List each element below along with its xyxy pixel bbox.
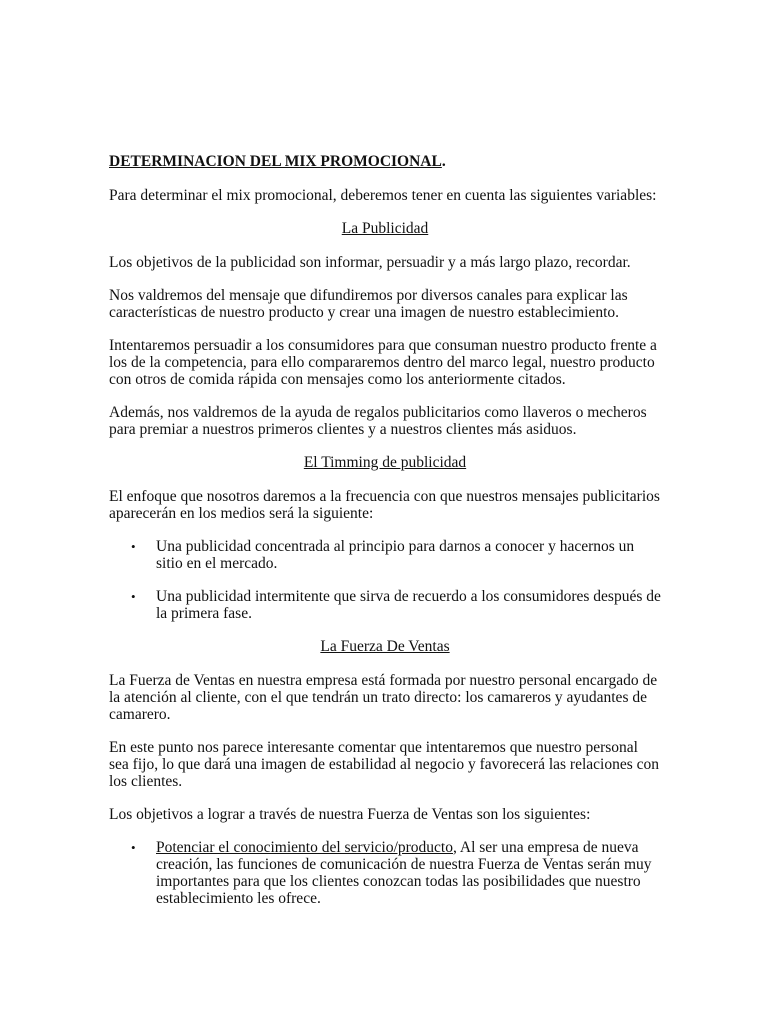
list-item-text: Una publicidad intermitente que sirva de recuerdo a los consumidores después de la primera fase. [156, 588, 661, 622]
section-title-fuerza-ventas: La Fuerza De Ventas [320, 638, 450, 655]
paragraph: Los objetivos a lograr a través de nuestra Fuerza de Ventas son los siguientes: [109, 806, 591, 823]
paragraph: El enfoque que nosotros daremos a la frecuencia con que nuestros mensajes publicitarios aparecerán en los medios será la siguiente: [109, 488, 660, 522]
paragraph: Nos valdremos del mensaje que difundiremos por diversos canales para explicar las características de nuestro producto y crear una imagen de nuestro establecimiento. [109, 287, 628, 321]
bullet-icon: • [131, 589, 136, 604]
section-title-timming: El Timming de publicidad [303, 454, 467, 471]
list-item [109, 588, 661, 622]
bullet-icon: • [131, 840, 136, 855]
intro-paragraph: Para determinar el mix promocional, deberemos tener en cuenta las siguientes variables: [109, 187, 657, 204]
paragraph: En este punto nos parece interesante comentar que intentaremos que nuestro personal sea fijo, lo que dará una imagen de estabilidad al negocio y favorecerá las relaciones con los clientes. [109, 739, 660, 790]
list-item-text: Una publicidad concentrada al principio para darnos a conocer y hacernos un sitio en el mercado. [156, 538, 635, 572]
timming-bullet-list [109, 538, 661, 622]
section-title-publicidad: La Publicidad [341, 220, 429, 237]
list-item-text: , Al ser una empresa de nueva creación, las funciones de comunicación de nuestra Fuerza de Ventas serán muy importantes para que los clientes conozcan todas las posibilidades que nuestro establecimiento les ofrece. [156, 839, 652, 907]
paragraph: La Fuerza de Ventas en nuestra empresa está formada por nuestro personal encargado de la atención al cliente, con el que tendrán un trato directo: los camareros y ayudantes de camarero. [109, 672, 658, 723]
bullet-icon: • [131, 539, 136, 554]
document-page [109, 153, 661, 923]
heading-text: DETERMINACION DEL MIX PROMOCIONAL [109, 153, 442, 170]
fuerza-ventas-bullet-list [109, 839, 661, 907]
list-item [109, 839, 661, 907]
paragraph: Intentaremos persuadir a los consumidores para que consuman nuestro producto frente a los de la competencia, para ello compararemos dentro del marco legal, nuestro producto con otros de comida rápida con mensajes como los anteriormente citados. [109, 337, 657, 388]
paragraph: Además, nos valdremos de la ayuda de regalos publicitarios como llaveros o mecheros para premiar a nuestros primeros clientes y a nuestros clientes más asiduos. [109, 404, 647, 438]
list-item [109, 538, 661, 572]
list-item-lead: Potenciar el conocimiento del servicio/producto [156, 839, 453, 856]
paragraph: Los objetivos de la publicidad son informar, persuadir y a más largo plazo, recordar. [109, 254, 631, 271]
heading-period: . [441, 153, 446, 170]
document-heading [109, 153, 661, 170]
